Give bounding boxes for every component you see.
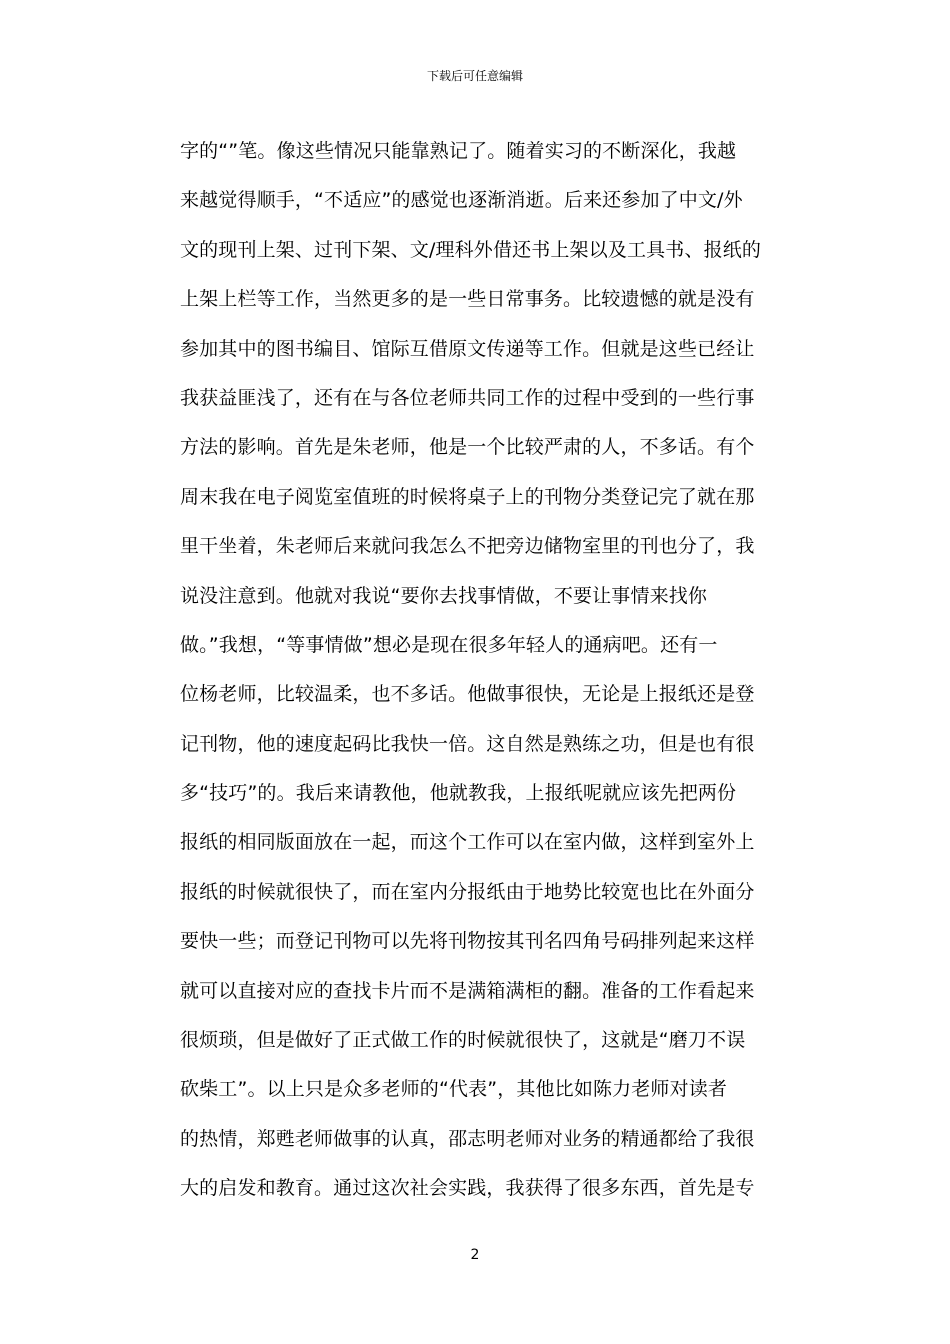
text-line-21: 的热情，郑甦老师做事的认真，邵志明老师对业务的精通都给了我很 [180,1127,755,1150]
text-line-20: 砍柴工”。以上只是众多老师的“代表”，其他比如陈力老师对读者 [180,1078,728,1101]
text-line-22: 大的启发和教育。通过这次社会实践，我获得了很多东西，首先是专 [180,1177,755,1200]
text-line-17: 要快一些；而登记刊物可以先将刊物按其刊名四角号码排列起来这样 [180,930,755,953]
text-line-2: 来越觉得顺手，“不适应”的感觉也逐渐消逝。后来还参加了中文/外 [180,189,743,212]
text-line-4: 上架上栏等工作，当然更多的是一些日常事务。比较遗憾的就是没有 [180,288,755,311]
page-number: 2 [470,1247,480,1263]
text-line-5: 参加其中的图书编目、馆际互借原文传递等工作。但就是这些已经让 [180,337,755,360]
text-line-13: 记刊物，他的速度起码比我快一倍。这自然是熟练之功，但是也有很 [180,732,755,755]
text-line-9: 里干坐着，朱老师后来就问我怎么不把旁边储物室里的刊也分了，我 [180,535,755,558]
text-line-12: 位杨老师，比较温柔，也不多话。他做事很快，无论是上报纸还是登 [180,683,755,706]
text-line-11: 做。”我想，“等事情做”想必是现在很多年轻人的通病吧。还有一 [180,633,718,656]
document-body [180,132,780,1219]
text-line-18: 就可以直接对应的查找卡片而不是满箱满柜的翻。准备的工作看起来 [180,979,755,1002]
text-line-10: 说没注意到。他就对我说“要你去找事情做，不要让事情来找你 [180,584,708,607]
text-line-19: 很烦琐，但是做好了正式做工作的时候就很快了，这就是“磨刀不误 [180,1029,746,1052]
text-line-16: 报纸的时候就很快了，而在室内分报纸由于地势比较宽也比在外面分 [180,880,755,903]
page-header-note: 下载后可任意编辑 [426,69,523,83]
text-line-3: 文的现刊上架、过刊下架、文/理科外借还书上架以及工具书、报纸的 [180,238,762,261]
text-line-8: 周末我在电子阅览室值班的时候将桌子上的刊物分类登记完了就在那 [180,485,755,508]
text-line-7: 方法的影响。首先是朱老师，他是一个比较严肃的人，不多话。有个 [180,436,755,459]
text-line-6: 我获益匪浅了，还有在与各位老师共同工作的过程中受到的一些行事 [180,386,755,409]
text-line-15: 报纸的相同版面放在一起，而这个工作可以在室内做，这样到室外上 [180,831,755,854]
text-line-14: 多“技巧”的。我后来请教他，他就教我，上报纸呢就应该先把两份 [180,782,737,805]
text-line-1: 字的“”笔。像这些情况只能靠熟记了。随着实习的不断深化，我越 [180,140,737,162]
